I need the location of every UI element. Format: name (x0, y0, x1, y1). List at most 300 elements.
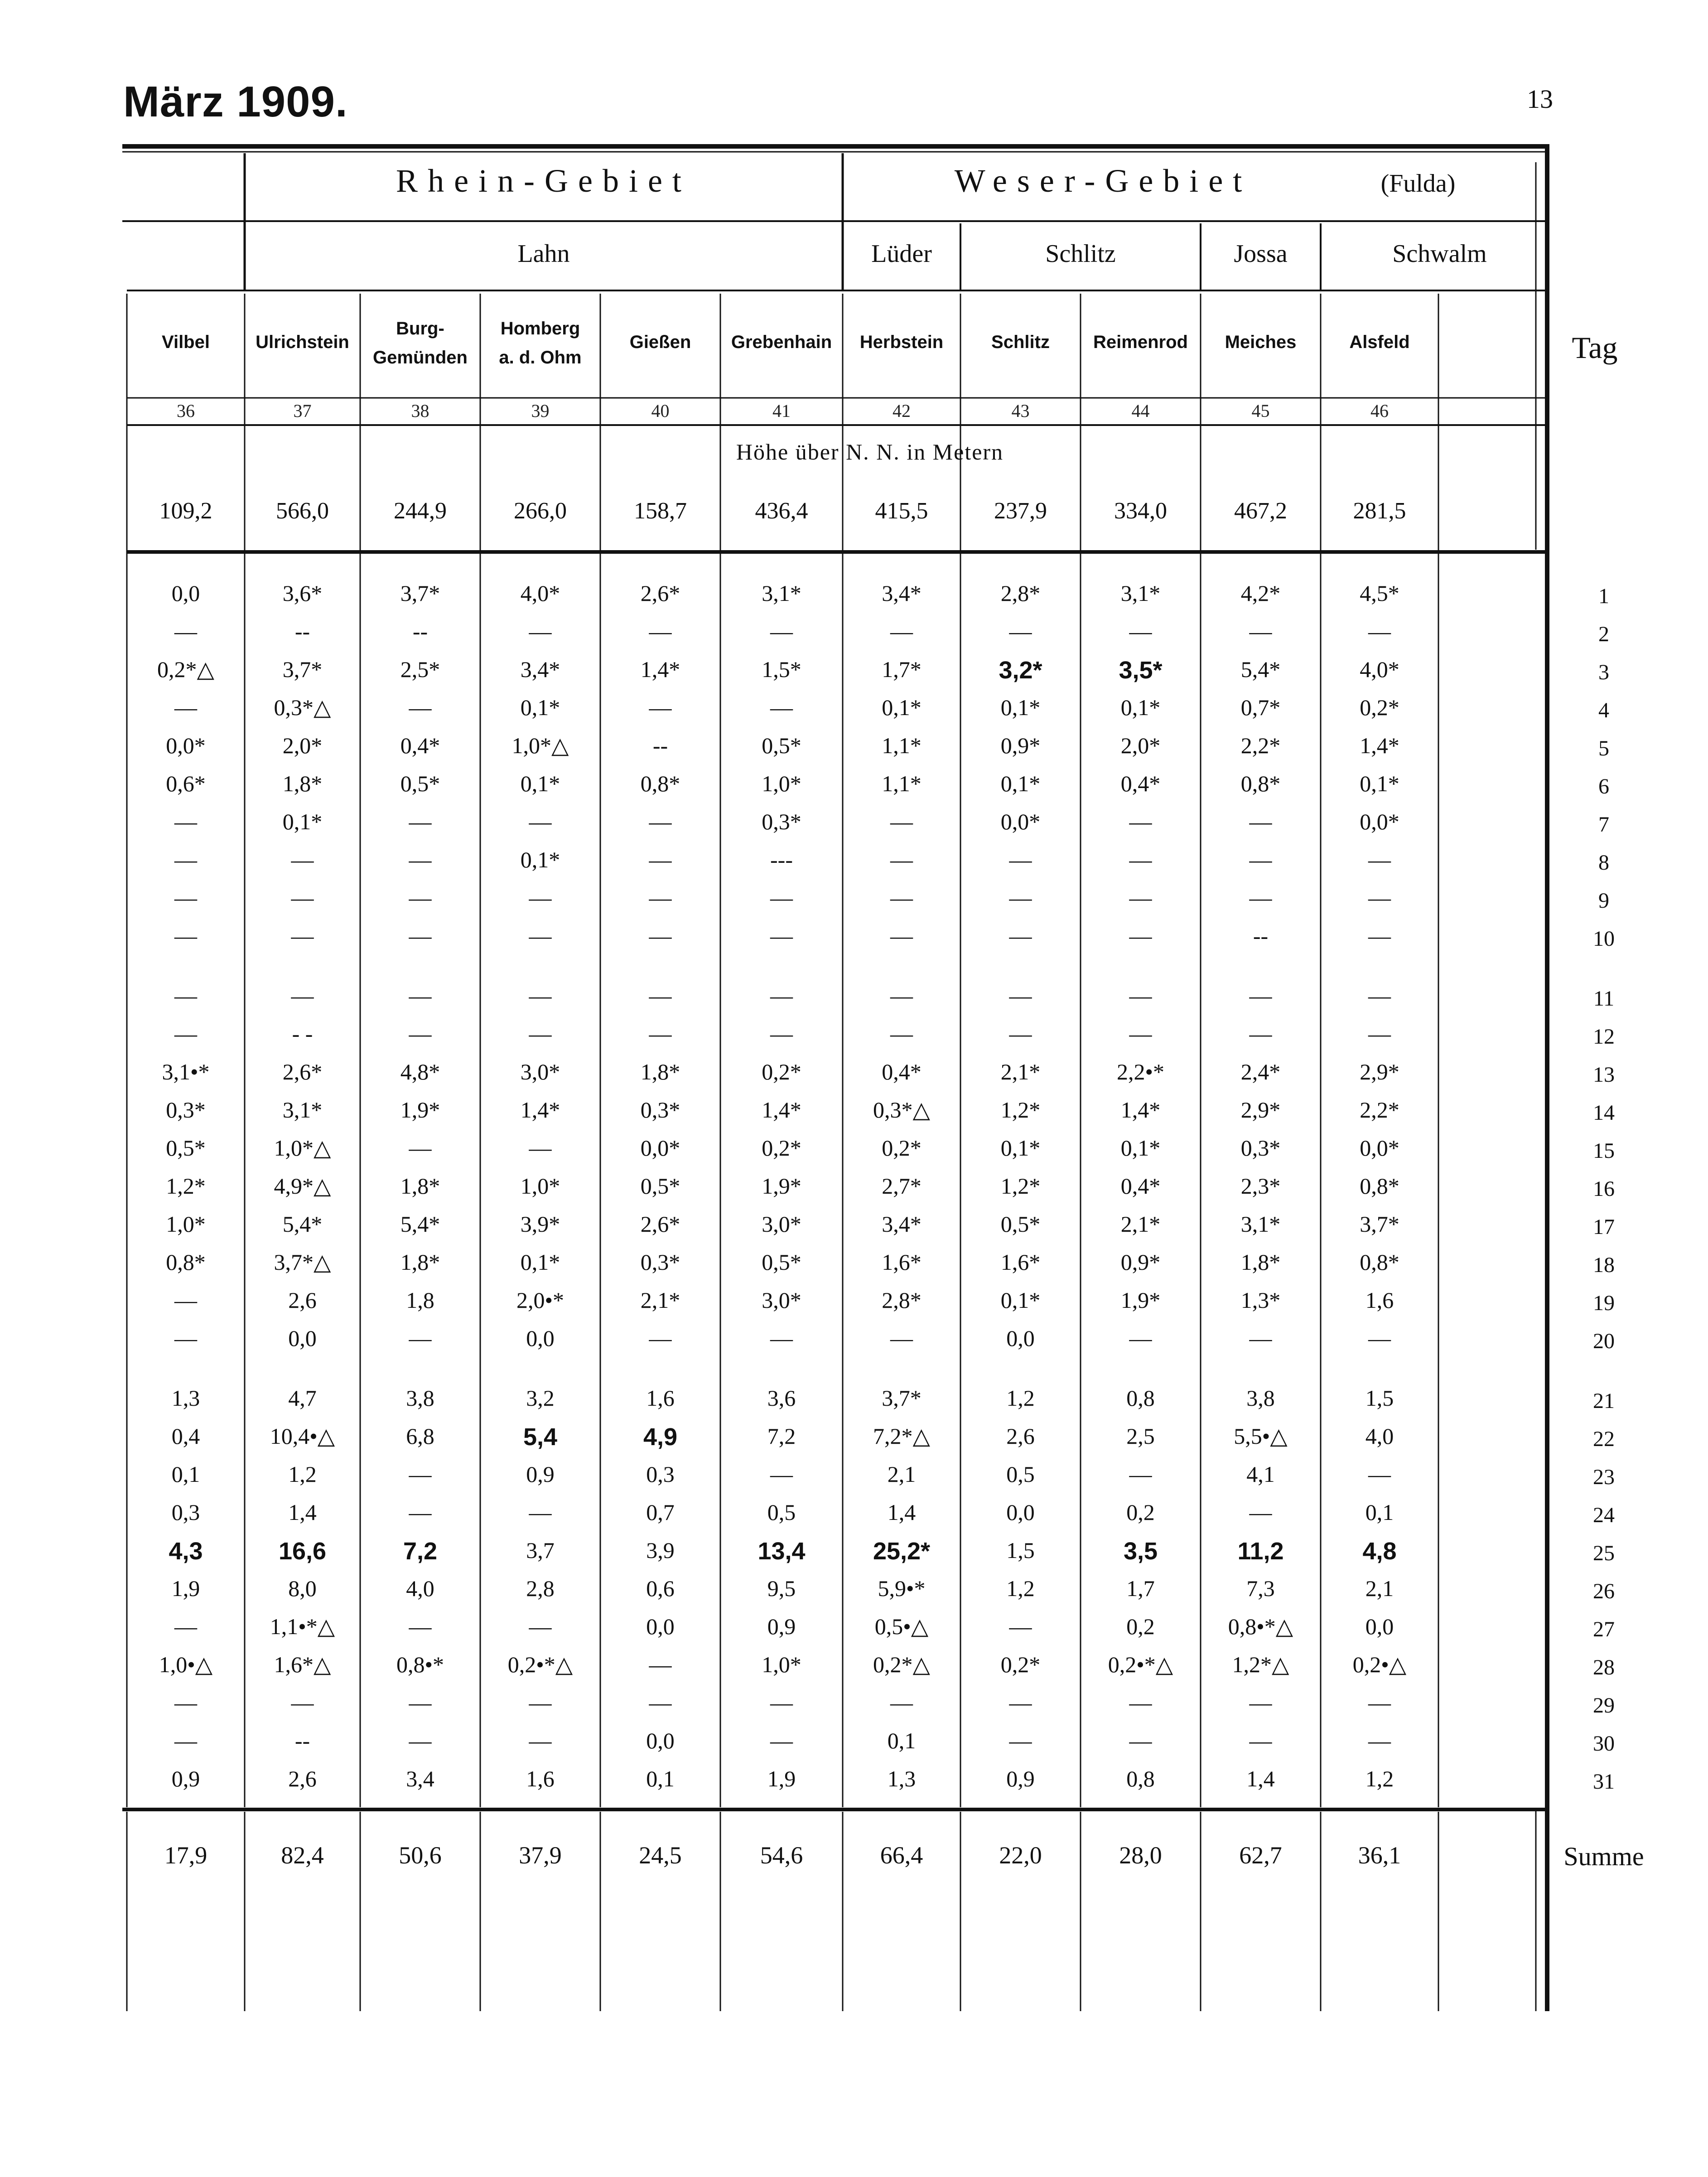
day-number: 25 (1593, 1541, 1615, 1565)
table-cell: — (409, 1135, 432, 1161)
table-cell: 1,2 (1006, 1576, 1035, 1601)
table-cell: — (1129, 1461, 1152, 1487)
table-cell: 3,4 (406, 1766, 434, 1791)
group-rhein-label: Rhein-Gebiet (396, 163, 691, 199)
table-cell: 3,0* (762, 1211, 801, 1237)
table-cell: — (649, 1326, 672, 1351)
table-cell: 3,1* (1240, 1211, 1281, 1237)
table-cell: — (409, 847, 432, 872)
table-cell: 3,1* (1120, 581, 1161, 606)
table-cell: 1,5 (1006, 1538, 1035, 1563)
table-cell: 0,2*△ (873, 1652, 930, 1677)
table-cell: — (1129, 1728, 1152, 1753)
day-number: 20 (1593, 1329, 1615, 1353)
station-number: 43 (1011, 401, 1030, 421)
table-cell: 1,8* (400, 1173, 440, 1199)
table-cell: 2,1* (1000, 1059, 1041, 1084)
table-cell: — (1368, 619, 1391, 644)
table-cell: — (1009, 885, 1032, 910)
table-cell: 0,0 (1365, 1614, 1394, 1639)
day-number: 24 (1593, 1503, 1615, 1527)
table-cell: — (649, 847, 672, 872)
table-cell: — (1368, 847, 1391, 872)
table-cell: 3,0* (762, 1287, 801, 1313)
table-cell: 9,5 (767, 1576, 796, 1601)
table-cell: 1,6* (1000, 1249, 1041, 1275)
table-cell: 2,0* (1120, 733, 1161, 758)
table-cell: 1,2* (1000, 1097, 1041, 1122)
table-cell: 2,3* (1240, 1173, 1281, 1199)
station-name: Meiches (1225, 332, 1297, 352)
table-cell: — (1368, 983, 1391, 1008)
table-cell: — (890, 1021, 913, 1046)
summe-value: 82,4 (281, 1842, 324, 1869)
table-cell: — (770, 1690, 793, 1715)
table-cell: 1,1* (882, 771, 922, 796)
table-cell: 5,4* (400, 1211, 440, 1237)
table-cell: 3,7* (282, 657, 323, 682)
summe-value: 36,1 (1358, 1842, 1401, 1869)
table-cell: — (529, 809, 552, 834)
table-cell: 4,8* (400, 1059, 440, 1084)
table-cell: — (890, 885, 913, 910)
table-cell: 13,4 (758, 1538, 806, 1565)
station-name: Ulrichstein (256, 332, 349, 352)
table-cell: 0,1* (1000, 1287, 1041, 1313)
table-cell: 2,0* (282, 733, 323, 758)
table-cell: — (1009, 923, 1032, 948)
table-cell: 0,8* (166, 1249, 206, 1275)
station-altitude: 109,2 (159, 498, 212, 524)
table-cell: — (409, 1021, 432, 1046)
station-name: Schlitz (991, 332, 1050, 352)
table-cell: 0,8 (1126, 1766, 1155, 1791)
table-cell: 0,1* (1360, 771, 1399, 796)
table-cell: — (649, 1021, 672, 1046)
precipitation-table (122, 144, 1644, 2011)
table-cell: — (1249, 1326, 1272, 1351)
summe-value: 24,5 (639, 1842, 682, 1869)
table-cell: 3,2 (526, 1385, 555, 1411)
table-cell: 16,6 (278, 1538, 327, 1565)
table-cell: 0,0* (640, 1135, 680, 1161)
table-cell: 3,7* (882, 1385, 922, 1411)
table-cell: 25,2* (873, 1538, 931, 1565)
table-cell: 2,5* (400, 657, 440, 682)
table-cell: 2,7* (882, 1173, 922, 1199)
table-cell: 6,8 (406, 1423, 434, 1449)
table-cell: 1,2 (1365, 1766, 1394, 1791)
table-cell: 2,1 (1365, 1576, 1394, 1601)
table-cell: 1,0* (762, 771, 801, 796)
table-cell: — (1009, 619, 1032, 644)
table-cell: — (770, 1728, 793, 1753)
table-cell: 1,4* (1360, 733, 1399, 758)
table-cell: 2,1 (887, 1461, 916, 1487)
table-cell: — (529, 983, 552, 1008)
table-cell: — (770, 695, 793, 720)
table-cell: 3,7*△ (274, 1249, 331, 1275)
table-cell: — (1129, 983, 1152, 1008)
table-cell: 1,7 (1126, 1576, 1155, 1601)
table-cell: -- (294, 1728, 310, 1753)
table-cell: 0,4* (400, 733, 440, 758)
table-cell: 1,2 (288, 1461, 317, 1487)
table-cell: — (649, 1690, 672, 1715)
table-cell: 4,7 (288, 1385, 317, 1411)
table-cell: 1,0*△ (274, 1135, 331, 1161)
table-cell: — (1249, 983, 1272, 1008)
table-cell: 0,4* (1120, 1173, 1161, 1199)
table-cell: --- (770, 847, 793, 872)
table-cell: 0,2•*△ (507, 1652, 573, 1677)
table-cell: 0,1* (520, 695, 560, 720)
station-number: 45 (1251, 401, 1270, 421)
table-cell: — (174, 1728, 197, 1753)
table-cell: 0,5* (640, 1173, 680, 1199)
day-number: 9 (1598, 889, 1609, 913)
table-cell: 10,4•△ (270, 1423, 335, 1449)
table-cell: 0,5* (1000, 1211, 1041, 1237)
table-cell: — (409, 1728, 432, 1753)
table-cell: — (1129, 847, 1152, 872)
summe-value: 50,6 (399, 1842, 442, 1869)
table-cell: 1,5 (1365, 1385, 1394, 1411)
station-altitude: 566,0 (276, 498, 329, 524)
table-cell: 4,3 (169, 1538, 203, 1565)
table-cell: — (770, 1461, 793, 1487)
table-cell: — (174, 885, 197, 910)
day-number: 4 (1598, 698, 1609, 722)
station-altitude: 281,5 (1353, 498, 1406, 524)
table-cell: — (890, 847, 913, 872)
day-number: 3 (1598, 660, 1609, 684)
table-cell: — (649, 809, 672, 834)
table-cell: 1,7* (882, 657, 922, 682)
table-cell: 1,4 (1246, 1766, 1275, 1791)
table-cell: 0,3 (171, 1500, 200, 1525)
table-cell: 3,4* (520, 657, 560, 682)
day-number: 23 (1593, 1465, 1615, 1489)
table-cell: 0,8* (1240, 771, 1281, 796)
table-cell: 3,1* (282, 1097, 323, 1122)
table-cell: — (174, 619, 197, 644)
table-cell: 2,2* (1240, 733, 1281, 758)
table-cell: 1,9 (171, 1576, 200, 1601)
table-cell: 8,0 (288, 1576, 317, 1601)
station-name: Herbstein (859, 332, 944, 352)
table-cell: 1,4 (288, 1500, 317, 1525)
table-cell: — (1368, 1690, 1391, 1715)
table-cell: — (1009, 1021, 1032, 1046)
table-cell: 4,9 (643, 1423, 678, 1451)
table-cell: 3,4* (882, 1211, 922, 1237)
table-cell: 0,3*△ (274, 695, 331, 720)
table-cell: — (529, 1500, 552, 1525)
table-cell: -- (412, 619, 428, 644)
table-cell: 0,2•△ (1352, 1652, 1407, 1677)
day-number: 14 (1593, 1101, 1615, 1125)
table-cell: 1,4 (887, 1500, 916, 1525)
table-cell: — (174, 1021, 197, 1046)
table-cell: 3,1•* (162, 1059, 210, 1084)
table-cell: 1,3 (887, 1766, 916, 1791)
table-cell: 7,3 (1246, 1576, 1275, 1601)
table-cell: — (770, 885, 793, 910)
table-cell: 1,4* (520, 1097, 560, 1122)
table-cell: 1,0•△ (159, 1652, 213, 1677)
table-cell: — (1368, 923, 1391, 948)
station-number: 38 (411, 401, 429, 421)
table-cell: 2,1* (1120, 1211, 1161, 1237)
table-cell: — (1249, 885, 1272, 910)
table-cell: — (770, 1326, 793, 1351)
altitude-note: Höhe über N. N. in Metern (736, 439, 1004, 464)
table-cell: 2,6* (282, 1059, 323, 1084)
table-cell: — (890, 1326, 913, 1351)
table-cell: 1,6* (882, 1249, 922, 1275)
table-cell: — (174, 1690, 197, 1715)
table-cell: 3,0* (520, 1059, 560, 1084)
river-label: Lahn (517, 240, 570, 268)
table-cell: — (890, 809, 913, 834)
table-cell: 0,3* (640, 1097, 680, 1122)
table-cell: 0,9 (526, 1461, 555, 1487)
tag-header: Tag (1572, 330, 1618, 365)
day-number: 21 (1593, 1389, 1615, 1413)
table-cell: 0,8* (640, 771, 680, 796)
table-cell: 0,2* (762, 1135, 801, 1161)
table-cell: 0,5* (762, 1249, 801, 1275)
station-name: Homberg a. d. Ohm (499, 319, 582, 368)
table-cell: — (1129, 923, 1152, 948)
table-cell: — (174, 847, 197, 872)
table-cell: — (409, 695, 432, 720)
table-cell: — (409, 1326, 432, 1351)
table-cell: 0,3* (1240, 1135, 1281, 1161)
table-cell: 5,4* (1240, 657, 1281, 682)
table-cell: 1,2 (1006, 1385, 1035, 1411)
table-cell: 0,2 (1126, 1614, 1155, 1639)
station-altitude: 237,9 (994, 498, 1047, 524)
table-cell: 0,6* (166, 771, 206, 796)
station-altitude: 244,9 (394, 498, 447, 524)
table-cell: 3,7* (400, 581, 440, 606)
table-cell: — (1129, 1021, 1152, 1046)
day-number: 27 (1593, 1617, 1615, 1641)
table-cell: 1,2* (166, 1173, 206, 1199)
table-cell: — (409, 983, 432, 1008)
table-cell: — (1249, 847, 1272, 872)
page-number: 13 (1527, 84, 1553, 114)
table-cell: 1,3* (1240, 1287, 1281, 1313)
summe-value: 22,0 (999, 1842, 1042, 1869)
table-cell: 1,4* (762, 1097, 801, 1122)
table-cell: 0,3*△ (873, 1097, 930, 1122)
table-cell: 7,2*△ (873, 1423, 930, 1449)
table-cell: — (1249, 809, 1272, 834)
table-cell: — (649, 923, 672, 948)
table-cell: — (1009, 1728, 1032, 1753)
table-cell: 1,8 (406, 1287, 434, 1313)
summe-value: 17,9 (164, 1842, 207, 1869)
table-cell: 1,2* (1000, 1173, 1041, 1199)
table-cell: 7,2 (767, 1423, 796, 1449)
table-cell: 0,0 (288, 1326, 317, 1351)
table-cell: 1,8* (640, 1059, 680, 1084)
table-cell: -- (652, 733, 668, 758)
table-cell: — (1368, 1021, 1391, 1046)
table-cell: 0,7* (1240, 695, 1281, 720)
table-cell: 3,7 (526, 1538, 555, 1563)
table-cell: 0,3* (762, 809, 801, 834)
table-cell: 5,4* (282, 1211, 323, 1237)
table-cell: — (890, 983, 913, 1008)
table-cell: — (1129, 885, 1152, 910)
table-cell: 0,1 (171, 1461, 200, 1487)
table-cell: — (409, 1614, 432, 1639)
table-cell: 0,1* (1000, 1135, 1041, 1161)
table-cell: — (1249, 1500, 1272, 1525)
table-cell: 0,0 (171, 581, 200, 606)
table-cell: 1,5* (762, 657, 801, 682)
summe-value: 62,7 (1239, 1842, 1282, 1869)
station-altitude: 467,2 (1234, 498, 1287, 524)
table-cell: — (649, 1652, 672, 1677)
table-cell: 0,1 (646, 1766, 675, 1791)
table-cell: — (291, 847, 314, 872)
table-cell: 1,1•*△ (270, 1614, 335, 1639)
table-cell: — (1368, 1326, 1391, 1351)
table-cell: — (529, 1135, 552, 1161)
table-cell: — (1009, 847, 1032, 872)
table-cell: 0,0 (1006, 1326, 1035, 1351)
table-cell: — (890, 1690, 913, 1715)
table-cell: 3,5* (1119, 657, 1163, 684)
table-cell: — (1129, 1326, 1152, 1351)
station-altitude: 415,5 (875, 498, 928, 524)
table-cell: — (291, 1690, 314, 1715)
table-cell: 1,8* (1240, 1249, 1281, 1275)
table-cell: 3,8 (406, 1385, 434, 1411)
table-cell: — (1368, 1461, 1391, 1487)
station-name: Vilbel (162, 332, 210, 352)
table-cell: — (409, 885, 432, 910)
table-cell: 1,6*△ (274, 1652, 331, 1677)
station-number: 37 (293, 401, 312, 421)
day-number: 17 (1593, 1215, 1615, 1239)
day-number: 31 (1593, 1770, 1615, 1794)
table-cell: 1,0* (166, 1211, 206, 1237)
table-cell: 0,1 (887, 1728, 916, 1753)
table-cell: 4,2* (1240, 581, 1281, 606)
table-cell: — (649, 983, 672, 1008)
day-number: 16 (1593, 1177, 1615, 1201)
table-cell: 0,2* (1000, 1652, 1041, 1677)
table-cell: 0,9 (171, 1766, 200, 1791)
group-weser-label: Weser-Gebiet (954, 163, 1252, 199)
table-cell: 0,3* (166, 1097, 206, 1122)
table-cell: 0,2* (882, 1135, 922, 1161)
table-cell: — (529, 1728, 552, 1753)
table-cell: — (529, 1021, 552, 1046)
table-cell: — (174, 923, 197, 948)
table-cell: 0,0* (1360, 809, 1399, 834)
table-cell: — (174, 1287, 197, 1313)
table-cell: — (529, 923, 552, 948)
table-cell: 0,4* (882, 1059, 922, 1084)
table-cell: 3,1* (762, 581, 801, 606)
table-cell: 0,2* (762, 1059, 801, 1084)
table-cell: 0,8* (1360, 1173, 1399, 1199)
table-cell: 2,2•* (1116, 1059, 1164, 1084)
table-cell: 0,0* (1360, 1135, 1399, 1161)
table-cell: — (409, 809, 432, 834)
table-cell: 0,5* (166, 1135, 206, 1161)
table-cell: 1,9* (400, 1097, 440, 1122)
table-cell: 0,4 (171, 1423, 200, 1449)
table-cell: — (291, 885, 314, 910)
table-cell: — (649, 695, 672, 720)
table-cell: 1,3 (171, 1385, 200, 1411)
table-cell: — (1249, 619, 1272, 644)
table-cell: — (1129, 1690, 1152, 1715)
table-cell: 0,2*△ (157, 657, 214, 682)
table-cell: 1,9* (1120, 1287, 1161, 1313)
day-number: 30 (1593, 1732, 1615, 1756)
table-cell: 0,2 (1126, 1500, 1155, 1525)
table-cell: — (770, 983, 793, 1008)
table-cell: — (890, 619, 913, 644)
table-cell: -- (294, 619, 310, 644)
table-cell: 2,6 (288, 1287, 317, 1313)
river-label: Schwalm (1392, 240, 1487, 268)
table-cell: — (1368, 885, 1391, 910)
table-cell: 0,6 (646, 1576, 675, 1601)
summe-value: 54,6 (760, 1842, 803, 1869)
table-cell: 1,1* (882, 733, 922, 758)
station-altitude: 158,7 (634, 498, 687, 524)
table-cell: 2,6* (640, 581, 680, 606)
station-number: 46 (1370, 401, 1389, 421)
day-number: 19 (1593, 1291, 1615, 1315)
table-cell: — (890, 923, 913, 948)
river-label: Jossa (1234, 240, 1288, 268)
table-cell: 5,4 (523, 1423, 558, 1451)
table-cell: — (1249, 1728, 1272, 1753)
table-cell: 0,0 (646, 1614, 675, 1639)
table-cell: 0,9* (1120, 1249, 1161, 1275)
day-number: 7 (1598, 813, 1609, 837)
river-label: Lüder (871, 240, 932, 268)
table-cell: — (529, 1614, 552, 1639)
station-number: 41 (772, 401, 791, 421)
day-number: 10 (1593, 927, 1615, 951)
table-cell: 4,9*△ (274, 1173, 331, 1199)
table-cell: 0,0 (646, 1728, 675, 1753)
table-cell: 0,9 (767, 1614, 796, 1639)
table-cell: 0,9 (1006, 1766, 1035, 1791)
table-cell: 1,9* (762, 1173, 801, 1199)
table-cell: 1,0*△ (511, 733, 569, 758)
table-cell: 0,5•△ (874, 1614, 929, 1639)
table-cell: 4,0* (1360, 657, 1399, 682)
day-number: 1 (1598, 584, 1609, 608)
station-name: Reimenrod (1093, 332, 1188, 352)
station-number: 44 (1131, 401, 1150, 421)
table-cell: 4,5* (1360, 581, 1399, 606)
table-cell: 1,6 (646, 1385, 675, 1411)
